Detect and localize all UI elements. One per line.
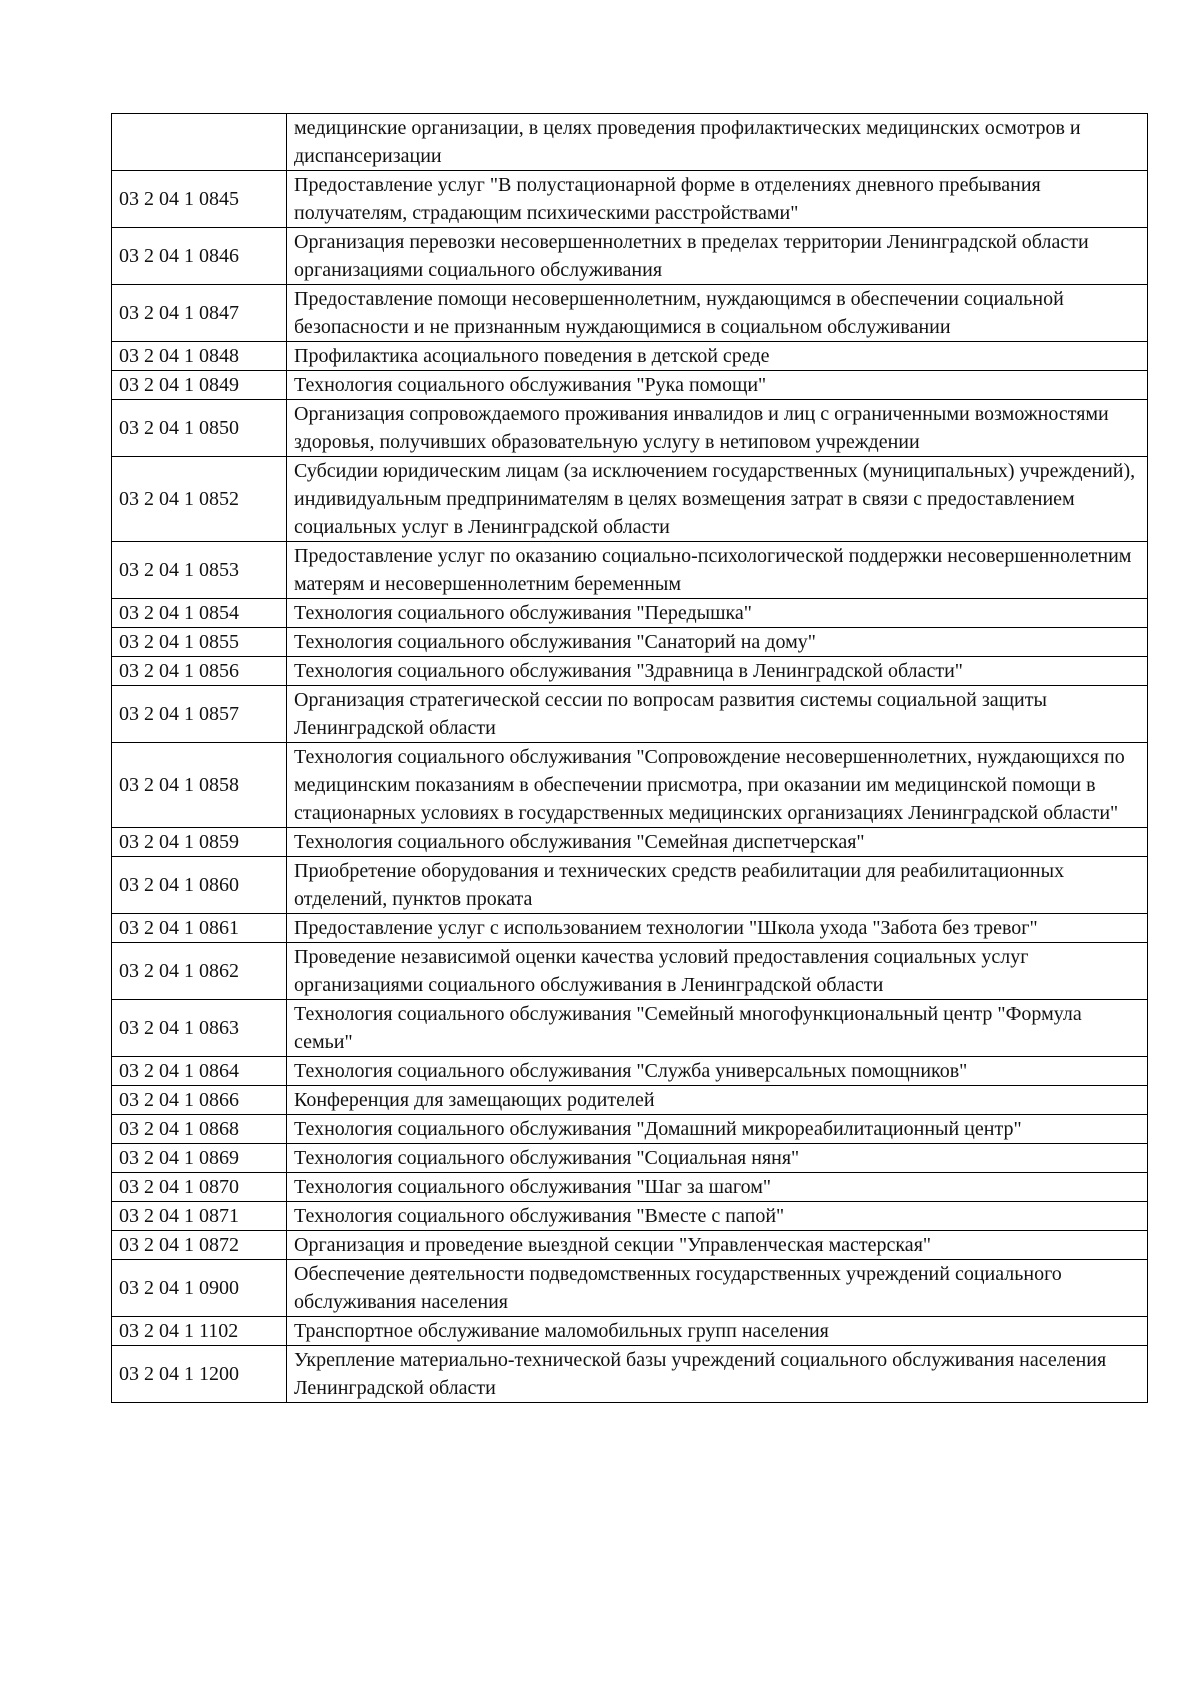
row-description: Обеспечение деятельности подведомственных государственных учреждений социального обслуживания населения [287, 1260, 1148, 1317]
row-description: Профилактика асоциального поведения в детской среде [287, 342, 1148, 371]
row-code: 03 2 04 1 0862 [112, 943, 287, 1000]
row-code: 03 2 04 1 0855 [112, 628, 287, 657]
row-code: 03 2 04 1 0856 [112, 657, 287, 686]
row-description: Технология социального обслуживания "Семейный многофункциональный центр "Формула семьи" [287, 1000, 1148, 1057]
table-row [112, 743, 1148, 828]
row-description: Предоставление помощи несовершеннолетним, нуждающимся в обеспечении социальной безопасности и не признанным нуждающимися в социальном обслуживании [287, 285, 1148, 342]
row-code: 03 2 04 1 1200 [112, 1346, 287, 1403]
row-code: 03 2 04 1 0864 [112, 1057, 287, 1086]
table-row [112, 857, 1148, 914]
row-code [112, 114, 287, 171]
row-code: 03 2 04 1 0871 [112, 1202, 287, 1231]
table-row [112, 285, 1148, 342]
table-row [112, 1231, 1148, 1260]
row-code: 03 2 04 1 0870 [112, 1173, 287, 1202]
table-row [112, 599, 1148, 628]
table-row [112, 171, 1148, 228]
row-description: Организация и проведение выездной секции "Управленческая мастерская" [287, 1231, 1148, 1260]
row-code: 03 2 04 1 0866 [112, 1086, 287, 1115]
table-row [112, 1202, 1148, 1231]
row-description: Организация перевозки несовершеннолетних в пределах территории Ленинградской области организациями социального обслуживания [287, 228, 1148, 285]
table-row [112, 657, 1148, 686]
table-row [112, 342, 1148, 371]
table-row [112, 114, 1148, 171]
row-code: 03 2 04 1 0849 [112, 371, 287, 400]
row-code: 03 2 04 1 0848 [112, 342, 287, 371]
table-row [112, 371, 1148, 400]
row-code: 03 2 04 1 0860 [112, 857, 287, 914]
row-description: Технология социального обслуживания "Семейная диспетчерская" [287, 828, 1148, 857]
document-page [111, 113, 1147, 1403]
table-row [112, 1144, 1148, 1173]
row-description: Предоставление услуг по оказанию социально-психологической поддержки несовершеннолетним матерям и несовершеннолетним беременным [287, 542, 1148, 599]
row-code: 03 2 04 1 0845 [112, 171, 287, 228]
row-code: 03 2 04 1 0857 [112, 686, 287, 743]
row-description: Технология социального обслуживания "Сопровождение несовершеннолетних, нуждающихся по медицинским показаниям в обеспечении присмотра, при оказании им медицинской помощи в стационарных условиях в государственных медицинских организациях Ленинградской области" [287, 743, 1148, 828]
row-description: Приобретение оборудования и технических средств реабилитации для реабилитационных отделений, пунктов проката [287, 857, 1148, 914]
table-row [112, 1317, 1148, 1346]
table-row [112, 400, 1148, 457]
table-row [112, 1086, 1148, 1115]
row-description: Субсидии юридическим лицам (за исключением государственных (муниципальных) учреждений), индивидуальным предпринимателям в целях возмещения затрат в связи с предоставлением социальных услуг в Ленинградской области [287, 457, 1148, 542]
row-description: медицинские организации, в целях проведения профилактических медицинских осмотров и диспансеризации [287, 114, 1148, 171]
row-code: 03 2 04 1 0858 [112, 743, 287, 828]
table-row [112, 1057, 1148, 1086]
row-code: 03 2 04 1 0869 [112, 1144, 287, 1173]
row-code: 03 2 04 1 0847 [112, 285, 287, 342]
row-code: 03 2 04 1 0850 [112, 400, 287, 457]
row-description: Технология социального обслуживания "Домашний микрореабилитационный центр" [287, 1115, 1148, 1144]
row-description: Технология социального обслуживания "Здравница в Ленинградской области" [287, 657, 1148, 686]
table-row [112, 457, 1148, 542]
table-row [112, 542, 1148, 599]
row-code: 03 2 04 1 0854 [112, 599, 287, 628]
row-description: Технология социального обслуживания "Социальная няня" [287, 1144, 1148, 1173]
row-description: Технология социального обслуживания "Вместе с папой" [287, 1202, 1148, 1231]
row-code: 03 2 04 1 0900 [112, 1260, 287, 1317]
row-code: 03 2 04 1 0861 [112, 914, 287, 943]
row-description: Предоставление услуг "В полустационарной форме в отделениях дневного пребывания получателям, страдающим психическими расстройствами" [287, 171, 1148, 228]
row-description: Предоставление услуг с использованием технологии "Школа ухода "Забота без тревог" [287, 914, 1148, 943]
row-description: Транспортное обслуживание маломобильных групп населения [287, 1317, 1148, 1346]
row-code: 03 2 04 1 0846 [112, 228, 287, 285]
table-row [112, 1173, 1148, 1202]
row-description: Технология социального обслуживания "Передышка" [287, 599, 1148, 628]
row-code: 03 2 04 1 1102 [112, 1317, 287, 1346]
row-code: 03 2 04 1 0868 [112, 1115, 287, 1144]
table-row [112, 1346, 1148, 1403]
row-description: Технология социального обслуживания "Санаторий на дому" [287, 628, 1148, 657]
table-row [112, 686, 1148, 743]
row-code: 03 2 04 1 0859 [112, 828, 287, 857]
row-description: Организация стратегической сессии по вопросам развития системы социальной защиты Ленинградской области [287, 686, 1148, 743]
row-description: Технология социального обслуживания "Шаг за шагом" [287, 1173, 1148, 1202]
row-code: 03 2 04 1 0852 [112, 457, 287, 542]
table-row [112, 943, 1148, 1000]
row-description: Организация сопровождаемого проживания инвалидов и лиц с ограниченными возможностями здоровья, получивших образовательную услугу в нетиповом учреждении [287, 400, 1148, 457]
table-row [112, 1260, 1148, 1317]
row-code: 03 2 04 1 0853 [112, 542, 287, 599]
row-description: Укрепление материально-технической базы учреждений социального обслуживания населения Ленинградской области [287, 1346, 1148, 1403]
table-body [112, 114, 1148, 1403]
table-row [112, 228, 1148, 285]
table-row [112, 914, 1148, 943]
row-description: Проведение независимой оценки качества условий предоставления социальных услуг организациями социального обслуживания в Ленинградской области [287, 943, 1148, 1000]
row-description: Технология социального обслуживания "Рука помощи" [287, 371, 1148, 400]
table-row [112, 628, 1148, 657]
budget-code-table [111, 113, 1148, 1403]
row-description: Технология социального обслуживания "Служба универсальных помощников" [287, 1057, 1148, 1086]
table-row [112, 1115, 1148, 1144]
row-description: Конференция для замещающих родителей [287, 1086, 1148, 1115]
row-code: 03 2 04 1 0872 [112, 1231, 287, 1260]
table-row [112, 828, 1148, 857]
table-row [112, 1000, 1148, 1057]
row-code: 03 2 04 1 0863 [112, 1000, 287, 1057]
